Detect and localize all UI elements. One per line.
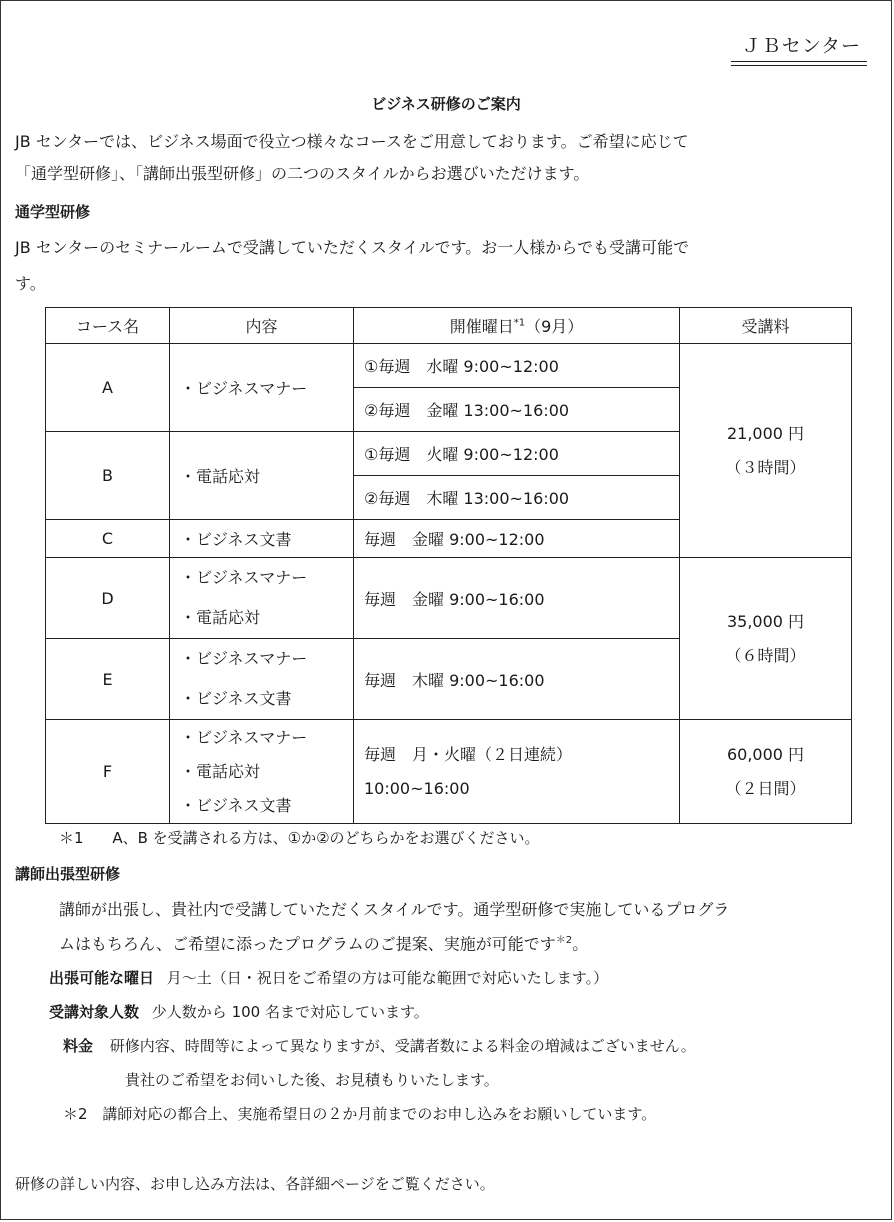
course-d-content xyxy=(170,558,354,639)
course-c-content: ・ビジネス文書 xyxy=(170,520,354,558)
course-f-schedule-2: 10:00~16:00 xyxy=(364,778,470,798)
course-c-schedule: 毎週 金曜 9:00~12:00 xyxy=(354,520,680,558)
course-f-schedule-1: 毎週 月・火曜（２日連続） xyxy=(364,744,573,764)
section-dispatch-desc-1: 講師が出張し、貴社内で受講していただくスタイルです。通学型研修で実施しているプログラ xyxy=(59,900,730,919)
note-2 xyxy=(63,1103,656,1124)
section-heading-commute: 通学型研修 xyxy=(15,203,91,221)
org-underline-bottom xyxy=(731,65,867,66)
course-table xyxy=(45,307,852,824)
course-f-schedule xyxy=(354,720,680,824)
course-e-name: E xyxy=(46,639,170,720)
fee-de xyxy=(680,558,852,720)
course-e-content xyxy=(170,639,354,720)
dispatch-people-label: 受講対象人数 xyxy=(49,1003,140,1021)
fee-de-price: 35,000 円 xyxy=(726,611,805,631)
dispatch-days-label: 出張可能な曜日 xyxy=(49,969,155,987)
intro-line-2: 「通学型研修」、「講師出張型研修」の二つのスタイルからお選びいただけます。 xyxy=(15,164,590,183)
footer-text: 研修の詳しい内容、お申し込み方法は、各詳細ページをご覧ください。 xyxy=(15,1175,495,1193)
course-b-schedule-2: ②毎週 木曜 13:00~16:00 xyxy=(354,476,680,520)
org-name: ＪＢセンター xyxy=(741,35,861,57)
dispatch-people xyxy=(49,1001,429,1022)
dispatch-fee-label: 料金 xyxy=(63,1037,94,1055)
course-d-content-1: ・ビジネスマナー xyxy=(180,568,308,587)
table-row xyxy=(46,720,852,824)
course-f-content-1: ・ビジネスマナー xyxy=(180,727,308,747)
table-row xyxy=(46,558,852,639)
header-fee: 受講料 xyxy=(680,308,852,344)
course-b-name: B xyxy=(46,432,170,520)
header-course: コース名 xyxy=(46,308,170,344)
course-a-schedule-2: ②毎週 金曜 13:00~16:00 xyxy=(354,388,680,432)
course-c-name: C xyxy=(46,520,170,558)
header-content: 内容 xyxy=(170,308,354,344)
course-d-content-2: ・電話応対 xyxy=(180,608,261,627)
course-e-content-2: ・ビジネス文書 xyxy=(180,689,292,708)
fee-f-price: 60,000 円 xyxy=(726,744,805,764)
note-1-text: A、B を受講される方は、①か②のどちらかをお選びください。 xyxy=(112,829,540,847)
note-1 xyxy=(59,827,540,848)
header-days: 開催曜日$^{*1}$（9月） xyxy=(354,308,680,344)
fee-abc-time: （３時間） xyxy=(725,457,806,477)
course-e-content-1: ・ビジネスマナー xyxy=(180,649,308,668)
table-header-row xyxy=(46,308,852,344)
section-dispatch-desc-2: ムはもちろん、ご希望に添ったプログラムのご提案、実施が可能です$^{*2}$。 xyxy=(59,934,589,954)
course-e-schedule: 毎週 木曜 9:00~16:00 xyxy=(354,639,680,720)
course-f-content-3: ・ビジネス文書 xyxy=(180,795,292,815)
course-f-content-2: ・電話応対 xyxy=(180,761,261,781)
fee-abc xyxy=(680,344,852,558)
course-a-content: ・ビジネスマナー xyxy=(170,344,354,432)
dispatch-fee-text-1: 研修内容、時間等によって異なりますが、受講者数による料金の増減はございません。 xyxy=(109,1037,696,1055)
section-heading-dispatch: 講師出張型研修 xyxy=(15,865,121,883)
note-1-mark: ＊1 xyxy=(59,829,84,847)
section-commute-desc-2: す。 xyxy=(15,274,46,293)
intro-line-1: JB センターでは、ビジネス場面で役立つ様々なコースをご用意しております。ご希望に応じて xyxy=(15,132,689,151)
fee-f-time: （２日間） xyxy=(725,778,806,798)
document-title: ビジネス研修のご案内 xyxy=(371,95,521,113)
dispatch-fee-text-2: 貴社のご希望をお伺いした後、お見積もりいたします。 xyxy=(125,1071,499,1089)
dispatch-days-text: 月～土（日・祝日をご希望の方は可能な範囲で対応いたします。） xyxy=(166,969,609,987)
course-b-schedule-1: ①毎週 火曜 9:00~12:00 xyxy=(354,432,680,476)
note-2-text: 講師対応の都合上、実施希望日の２か月前までのお申し込みをお願いしています。 xyxy=(102,1105,657,1123)
dispatch-people-text: 少人数から 100 名まで対応しています。 xyxy=(151,1003,429,1021)
table-row xyxy=(46,344,852,388)
section-commute-desc-1: JB センターのセミナールームで受講していただくスタイルです。お一人様からでも受講可能で xyxy=(15,238,690,257)
course-f-name: F xyxy=(46,720,170,824)
course-d-name: D xyxy=(46,558,170,639)
dispatch-fee xyxy=(63,1035,696,1056)
course-f-content xyxy=(170,720,354,824)
course-a-name: A xyxy=(46,344,170,432)
fee-f xyxy=(680,720,852,824)
fee-de-time: （６時間） xyxy=(725,645,806,665)
course-a-schedule-1: ①毎週 水曜 9:00~12:00 xyxy=(354,344,680,388)
note-2-mark: ＊2 xyxy=(63,1105,88,1123)
fee-abc-price: 21,000 円 xyxy=(726,423,805,443)
course-d-schedule: 毎週 金曜 9:00~16:00 xyxy=(354,558,680,639)
org-underline-top xyxy=(731,61,867,62)
course-b-content: ・電話応対 xyxy=(170,432,354,520)
dispatch-days xyxy=(49,967,608,988)
